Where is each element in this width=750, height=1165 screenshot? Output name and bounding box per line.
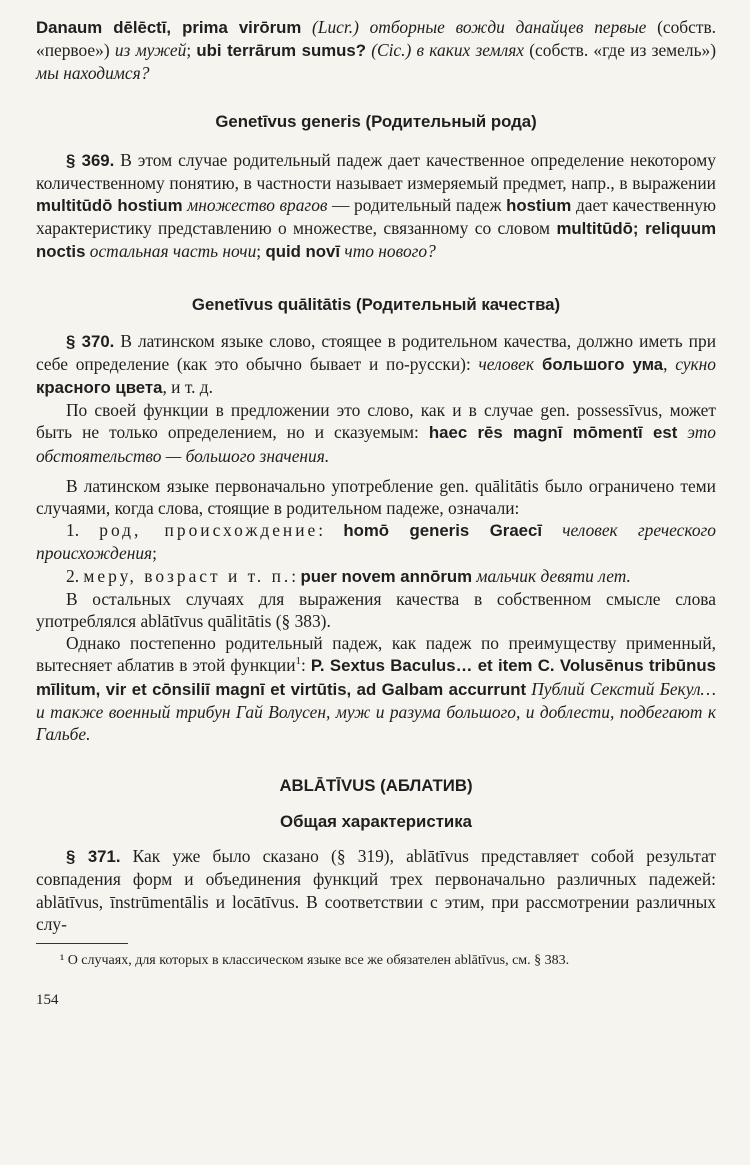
list-item-measure: 2. меру, возраст и т. п.: puer novem annōrum мальчик девяти лет. — [66, 565, 631, 586]
paragraph-370-origin: В латинском языке первоначально употребление gen. quālitātis было ограничено теми случаями, когда слова, стоящие в родительном падеже, означали: — [36, 475, 716, 519]
paragraph-370-replacement: Однако постепенно родительный падеж, как падеж по преимуществу применный, вытесняет аблатив в этой функции$^1$: P. Sextus Baculus… et item C. Volusēnus tribūnus mīlitum, vir et cōnsiliī magnī et virtūtis, ad Galbam accurrunt Публий Секстий Бекул… и также военный трибун Гай Волусен, муж и разума большого, и доблести, подбегают к Гальбе. — [36, 633, 716, 745]
heading-genetivus-qualitatis: Genetīvus quālitātis (Родительный качества) — [191, 294, 561, 314]
heading-genetivus-generis: Genetīvus generis (Родительный рода) — [215, 111, 537, 131]
paragraph-370-other: В остальных случаях для выражения качества в собственном смысле слова употреблялся ablātīvus quālitātis (§ 383). — [36, 588, 716, 632]
heading-general-characteristics: Общая характеристика — [280, 812, 472, 832]
footnote-marker: 1 — [295, 655, 302, 668]
paragraph-371: § 371. Как уже было сказано (§ 319), ablātīvus представляет собой результат совпадения форм и объединения функций трех первоначально различных падежей: ablātīvus, īnstrūmentālis и locātīvus. В соответствии с этим, при рассмотрении различных слу- — [36, 846, 716, 934]
paragraph-370-function: По своей функции в предложении это слово, как и в случае gen. possessīvus, может быть не только определением, но и сказуемым: haec rēs magnī mōmentī est это обстоятельство — большого значения. — [36, 400, 716, 466]
list-item-origin: 1. род, происхождение: homō generis Graecī человек греческого происхождения; — [36, 520, 717, 564]
heading-ablativus: ABLĀTĪVUS (АБЛАТИВ) — [279, 776, 473, 796]
footnote: ¹ О случаях, для которых в классическом языке все же обязателен ablātīvus, см. § 383. — [60, 953, 570, 969]
paragraph-370: § 370. В латинском языке слово, стоящее в родительном качества, должно иметь при себе определение (как это обычно бывает и по-русски): человек большого ума, сукно красного цвета, и т. д. — [36, 330, 716, 398]
paragraph-369: § 369. В этом случае родительный падеж дает качественное определение некоторому количественному понятию, в частности называет измеряемый предмет, напр., в выражении multitūdō hostium множество врагов — родительный падеж hostium дает качественную характеристику представлению о множестве, связанному со словом multitūdō; reliquum noctis остальная часть ночи; quid novī что нового? — [36, 149, 716, 262]
intro-paragraph: Danaum dēlēctī, prima virōrum (Lucr.) отборные вожди данайцев первые (собств. «первое») из мужей; ubi terrārum sumus? (Cic.) в каких землях (собств. «где из земель») мы находимся? — [36, 17, 717, 84]
footnote-divider — [36, 943, 128, 944]
page-number: 154 — [36, 992, 59, 1009]
